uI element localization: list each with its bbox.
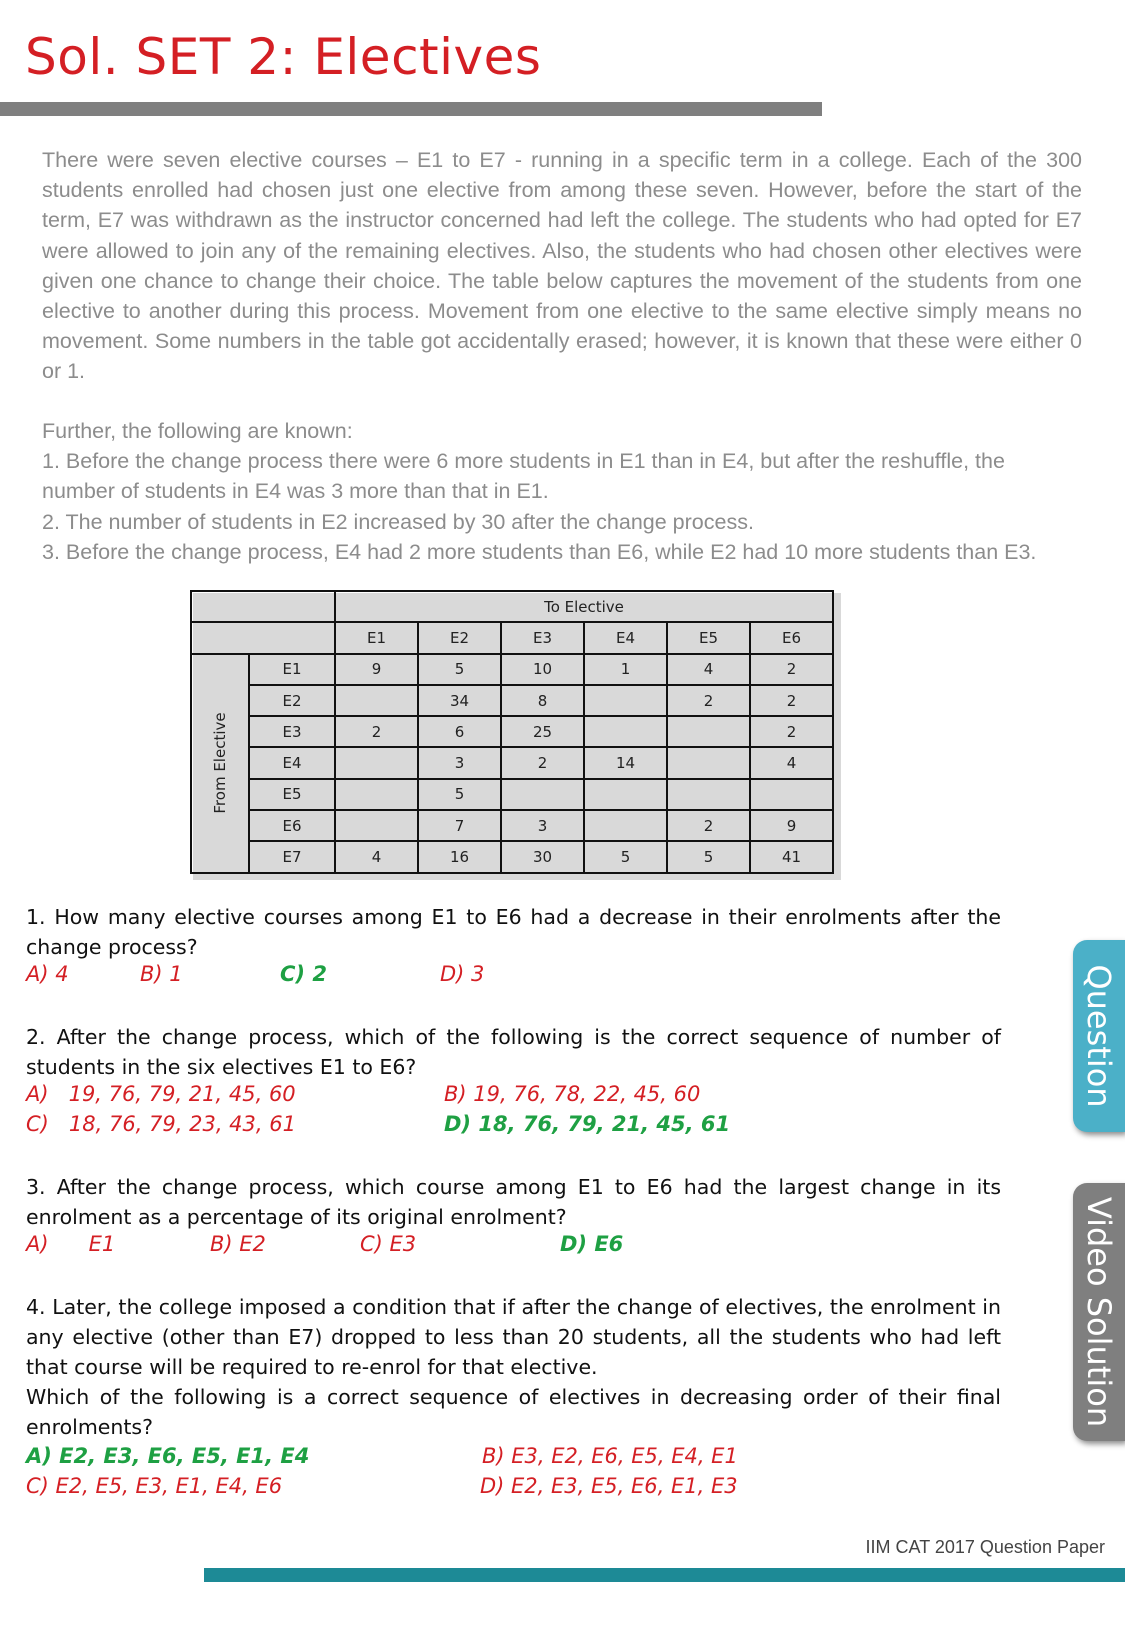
from-elective-header — [191, 654, 249, 873]
table-cell — [584, 779, 667, 810]
table-cell: 2 — [750, 654, 833, 685]
known-facts — [42, 416, 1082, 567]
table-cell: 2 — [667, 810, 750, 841]
q3-option-c[interactable]: C) E3 — [360, 1232, 417, 1256]
title-underline-bar — [0, 102, 822, 116]
page-title: Sol. SET 2: Electives — [25, 28, 542, 86]
q2-option-b[interactable]: B) 19, 76, 78, 22, 45, 60 — [444, 1082, 701, 1106]
known-item: 2. The number of students in E2 increased by 30 after the change process. — [42, 509, 754, 534]
table-cell: 9 — [750, 810, 833, 841]
q3-option-a[interactable]: A) E1 — [26, 1232, 116, 1256]
intro-paragraph: There were seven elective courses – E1 to E7 - running in a specific term in a college. Each of the 300 students enrolled had chosen just one elective from among these seven. However, before the start of the term, E7 was withdrawn as the instructor concerned had left the college. The students who had opted for E7 were allowed to join any of the remaining electives. Also, the students who had chosen other electives were given one chance to change their choice. The table below captures the movement of the students from one elective to another during this process. Movement from one elective to the same elective simply means no movement. Some numbers in the table got accidentally erased; however, it is known that these were either 0 or 1. — [42, 148, 1082, 384]
row-header: E5 — [249, 779, 335, 810]
q4-option-b[interactable]: B) E3, E2, E6, E5, E4, E1 — [482, 1444, 738, 1468]
question-tab[interactable] — [1073, 940, 1125, 1132]
table-corner-lower — [191, 622, 335, 653]
row-header: E4 — [249, 747, 335, 778]
table-cell: 30 — [501, 841, 584, 872]
table-cell — [335, 810, 418, 841]
table-cell — [501, 779, 584, 810]
q4-option-c[interactable]: C) E2, E5, E3, E1, E4, E6 — [26, 1474, 283, 1498]
table-row — [191, 841, 833, 872]
question-4-prompt: Which of the following is a correct sequence of electives in decreasing order of their final enrolments? — [26, 1385, 1001, 1439]
question-3: 3. After the change process, which course among E1 to E6 had the largest change in its enrolment as a percentage of its original enrolment? — [26, 1175, 1001, 1229]
column-header: E5 — [667, 622, 750, 653]
question-4 — [26, 1292, 1001, 1442]
table-row — [191, 779, 833, 810]
q4-option-d[interactable]: D) E2, E3, E5, E6, E1, E3 — [480, 1474, 738, 1498]
q2-option-d[interactable]: D) 18, 76, 79, 21, 45, 61 — [444, 1112, 731, 1136]
table-cell — [335, 747, 418, 778]
row-header: E2 — [249, 685, 335, 716]
row-header: E3 — [249, 716, 335, 747]
table-cell: 7 — [418, 810, 501, 841]
column-header: E6 — [750, 622, 833, 653]
table-cell: 14 — [584, 747, 667, 778]
table-cell: 1 — [584, 654, 667, 685]
row-header: E7 — [249, 841, 335, 872]
table-cell — [335, 779, 418, 810]
table-cell: 2 — [335, 716, 418, 747]
table-cell: 5 — [667, 841, 750, 872]
known-item: 1. Before the change process there were 6 more students in E1 than in E4, but after the reshuffle, the number of students in E4 was 3 more than that in E1. — [42, 449, 1005, 504]
row-header: E1 — [249, 654, 335, 685]
q2-option-a[interactable]: A) 19, 76, 79, 21, 45, 60 — [26, 1082, 296, 1106]
footer-bar — [204, 1568, 1125, 1582]
table-corner — [191, 591, 335, 622]
q2-option-c[interactable]: C) 18, 76, 79, 23, 43, 61 — [26, 1112, 296, 1136]
to-elective-header: To Elective — [335, 591, 833, 622]
q1-option-b[interactable]: B) 1 — [140, 962, 183, 986]
q4-option-a[interactable]: A) E2, E3, E6, E5, E1, E4 — [26, 1444, 310, 1468]
question-2: 2. After the change process, which of the following is the correct sequence of number of students in the six electives E1 to E6? — [26, 1025, 1001, 1079]
table-row — [191, 654, 833, 685]
table-cell: 4 — [667, 654, 750, 685]
row-header: E6 — [249, 810, 335, 841]
from-elective-label: From Elective — [211, 712, 229, 814]
question-tab-label: Question — [1080, 964, 1118, 1108]
table-cell — [584, 810, 667, 841]
q3-option-d[interactable]: D) E6 — [560, 1232, 624, 1256]
q3-option-b[interactable]: B) E2 — [210, 1232, 266, 1256]
question-1: 1. How many elective courses among E1 to E6 had a decrease in their enrolments after the change process? — [26, 905, 1001, 959]
table-row — [191, 810, 833, 841]
table-row — [191, 685, 833, 716]
table-row — [191, 716, 833, 747]
footer-label: IIM CAT 2017 Question Paper — [865, 1537, 1105, 1557]
known-heading: Further, the following are known: — [42, 419, 353, 443]
table-cell: 3 — [501, 810, 584, 841]
table-cell: 2 — [750, 716, 833, 747]
q1-option-c[interactable]: C) 2 — [280, 962, 327, 986]
known-item: 3. Before the change process, E4 had 2 more students than E6, while E2 had 10 more students than E3. — [42, 539, 1037, 564]
table-cell — [667, 779, 750, 810]
table-cell: 8 — [501, 685, 584, 716]
video-solution-tab-label: Video Solution — [1080, 1196, 1118, 1428]
question-4-text: 4. Later, the college imposed a condition that if after the change of electives, the enrolment in any elective (other than E7) dropped to less than 20 students, all the students who had left that course will be required to re-enrol for that elective. — [26, 1295, 1001, 1379]
table-cell: 5 — [418, 779, 501, 810]
table-cell — [667, 716, 750, 747]
q1-option-a[interactable]: A) 4 — [26, 962, 69, 986]
q1-option-d[interactable]: D) 3 — [440, 962, 485, 986]
table-cell — [584, 685, 667, 716]
table-cell: 16 — [418, 841, 501, 872]
table-cell: 5 — [418, 654, 501, 685]
table-cell: 4 — [335, 841, 418, 872]
table-cell: 3 — [418, 747, 501, 778]
table-cell: 10 — [501, 654, 584, 685]
table-row — [191, 747, 833, 778]
table-cell: 2 — [667, 685, 750, 716]
table-cell: 4 — [750, 747, 833, 778]
video-solution-tab[interactable] — [1073, 1183, 1125, 1441]
table-cell — [584, 716, 667, 747]
table-cell: 2 — [750, 685, 833, 716]
table-cell: 5 — [584, 841, 667, 872]
table-cell: 41 — [750, 841, 833, 872]
table-cell: 9 — [335, 654, 418, 685]
table-cell — [667, 747, 750, 778]
table-cell: 6 — [418, 716, 501, 747]
column-header: E3 — [501, 622, 584, 653]
column-header: E4 — [584, 622, 667, 653]
table-cell — [750, 779, 833, 810]
table-cell: 2 — [501, 747, 584, 778]
table-cell: 34 — [418, 685, 501, 716]
column-header: E1 — [335, 622, 418, 653]
table-cell: 25 — [501, 716, 584, 747]
movement-table — [190, 590, 834, 874]
table-cell — [335, 685, 418, 716]
column-header: E2 — [418, 622, 501, 653]
